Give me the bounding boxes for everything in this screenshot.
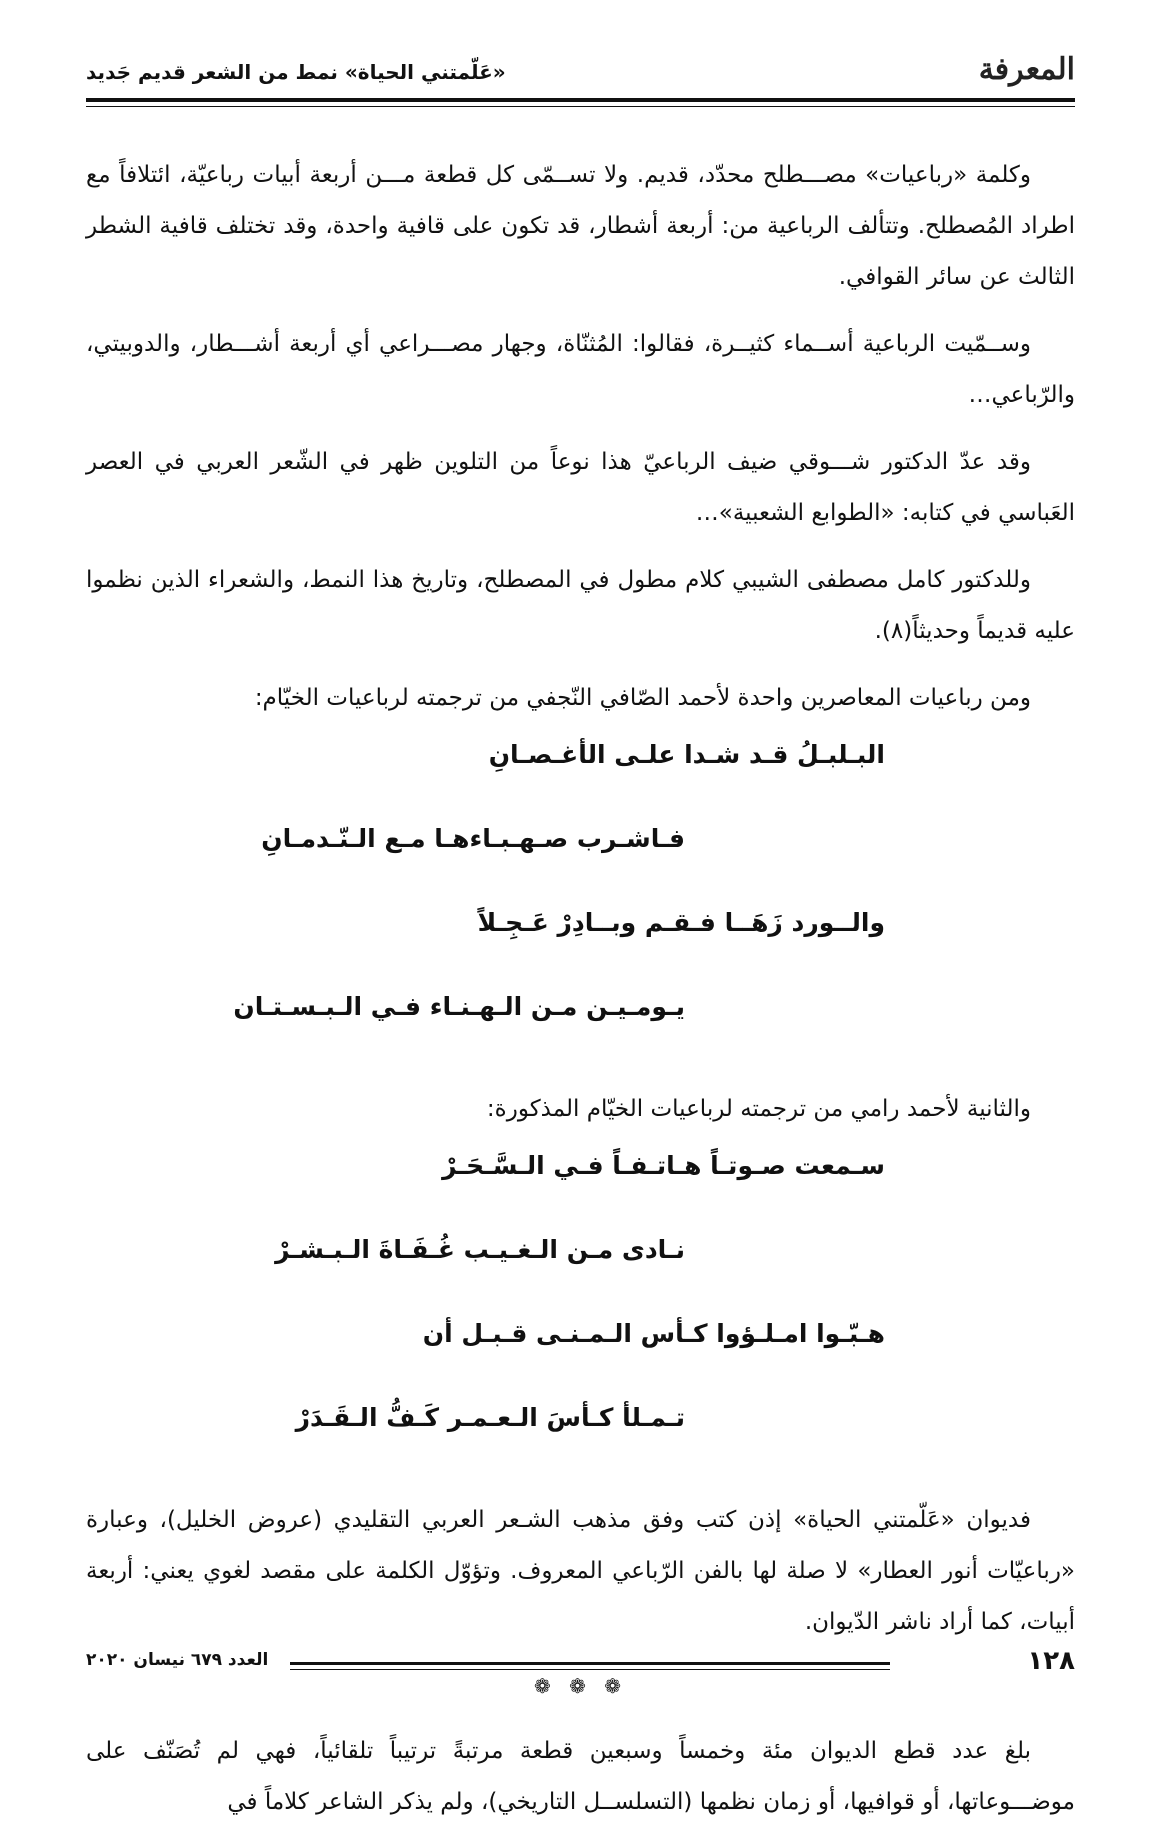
paragraph: ومن رباعيات المعاصرين واحدة لأحمد الصّافي النّجفي من ترجمته لرباعيات الخيّام:: [254, 685, 1031, 711]
page-header: [86, 52, 1075, 92]
article-body: [86, 150, 1075, 1844]
section-separator: ❁ ❁ ❁: [534, 1674, 627, 1698]
header-rule: [86, 98, 1075, 102]
verse-line: سـمعت صـوتـاً هـاتـفـاً فـي الـسَّـحَـرْ: [442, 1151, 885, 1180]
paragraph: وللدكتور كامل مصطفى الشيبي كلام مطول في المصطلح، وتاريخ هذا النمط، والشعراء الذين نظموا عليه قديماً وحديثاً(٨).: [86, 567, 1075, 644]
page-footer: [86, 1646, 1075, 1686]
paragraph: وســمّيت الرباعية أســماء كثيــرة، فقالوا: المُثنّاة، وجهار مصـــراعي أي أربعة أشـــطار، والدوبيتي، والرّباعي…: [86, 331, 1075, 408]
paragraph: وقد عدّ الدكتور شـــوقي ضيف الرباعيّ هذا نوعاً من التلوين ظهر في الشّعر العربي في العصر العَباسي في كتابه: «الطوابع الشعبية»…: [86, 449, 1075, 526]
magazine-logo: المعرفة: [978, 52, 1075, 87]
verse-line: تـمـلأ كـأسَ الـعـمـر كَـفُّ الـقَـدَرْ: [295, 1403, 685, 1432]
paragraph: بلغ عدد قطع الديوان مئة وخمساً وسبعين قطعة مرتبةً ترتيباً تلقائياً، فهي لم تُصَنّف على موضـــوعاتها، أو قوافيها، أو زمان نظمها (التسلســل التاريخي)، ولم يذكر الشاعر كلاماً في: [86, 1738, 1075, 1815]
paragraph: وكلمة «رباعيات» مصـــطلح محدّد، قديم. ولا تســمّى كل قطعة مـــن أربعة أبيات رباعيّة، ائتلافاً مع اطراد المُصطلح. وتتألف الرباعية من: أربعة أشطار، قد تكون على قافية واحدة، وقد تختلف قافية الشطر الثالث عن سائر القوافي.: [86, 162, 1075, 290]
issue-label: العدد ٦٧٩ نيسان ٢٠٢٠: [86, 1650, 269, 1670]
header-rule-thin: [86, 106, 1075, 107]
verse-line: هـبّـوا امـلـؤوا كـأس الـمـنـى قـبـل أن: [422, 1319, 885, 1348]
verse-line: فـاشـرب صـهـبـاءهـا مـع الـنّـدمـانِ: [261, 824, 685, 853]
verse-line: البـلبـلُ قـد شـدا علـى الأغـصـانِ: [488, 740, 885, 769]
quatrain-1: [86, 740, 1075, 1076]
paragraph: فديوان «عَلّمتني الحياة» إذن كتب وفق مذهب الشـعر العربي التقليدي (عروض الخليل)، وعبارة «رباعيّات أنور العطار» لا صلة لها بالفن الرّباعي المعروف. وتؤوّل الكلمة على مقصد لغوي يعني: أربعة أبيات، كما أراد ناشر الدّيوان.: [86, 1507, 1075, 1635]
running-title: «عَلّمتني الحياة» نمط من الشعر قديم جَديد: [86, 60, 506, 84]
verse-line: نـادى مـن الـغـيـب غُـفَـاةَ الـبـشـرْ: [275, 1235, 685, 1264]
page-number: ١٢٨: [1027, 1646, 1075, 1676]
quatrain-2: [86, 1151, 1075, 1487]
verse-line: والــورد زَهَــا فـقـم وبــادِرْ عَـجِـلاً: [477, 908, 885, 937]
verse-line: يـومـيـن مـن الـهـنـاء فـي الـبـسـتـان: [233, 992, 685, 1021]
paragraph: والثانية لأحمد رامي من ترجمته لرباعيات الخيّام المذكورة:: [486, 1096, 1031, 1122]
